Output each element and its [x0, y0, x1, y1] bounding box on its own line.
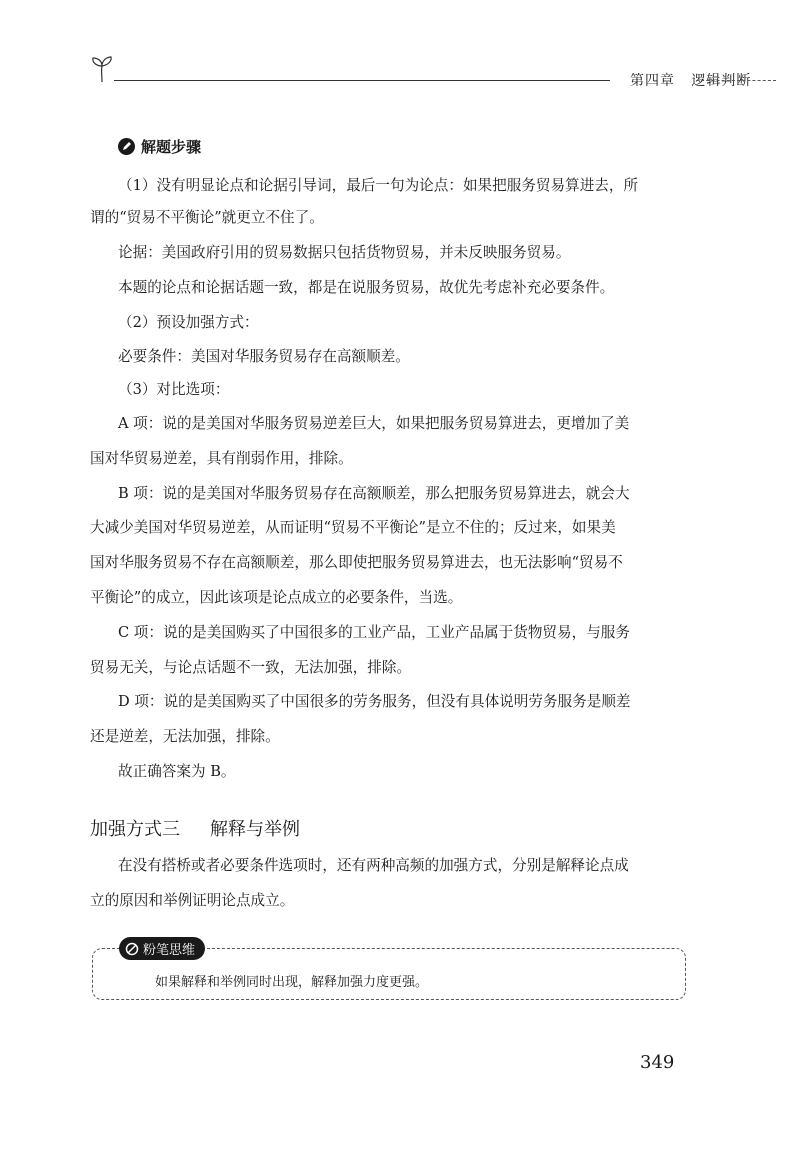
option-b-line: 大减少美国对华贸易逆差，从而证明“贸易不平衡论”是立不住的；反过来，如果美	[90, 519, 616, 536]
method-line: 立的原因和举例证明论点成立。	[90, 892, 295, 909]
option-a-line: A 项：说的是美国对华服务贸易逆差巨大，如果把服务贸易算进去，更增加了美	[118, 415, 630, 432]
method-title: 解释与举例	[210, 819, 300, 840]
option-c-line: 贸易无关，与论点话题不一致，无法加强，排除。	[90, 659, 412, 676]
header-rule	[114, 80, 610, 81]
body-line: 谓的“贸易不平衡论”就更立不住了。	[90, 209, 324, 226]
sprout-icon	[90, 54, 116, 84]
option-d-line: 还是逆差，无法加强，排除。	[90, 728, 280, 745]
option-b-line: 国对华服务贸易不存在高额顺差，那么即使把服务贸易算进去，也无法影响“贸易不	[90, 554, 623, 571]
option-b-line: 平衡论”的成立，因此该项是论点成立的必要条件，当选。	[90, 589, 463, 606]
method-heading	[90, 815, 300, 841]
section-heading-text: 解题步骤	[141, 138, 202, 156]
pen-icon	[118, 138, 135, 155]
tip-tag	[119, 937, 205, 960]
body-line: 本题的论点和论据话题一致，都是在说服务贸易，故优先考虑补充必要条件。	[118, 279, 615, 296]
body-line: 必要条件：美国对华服务贸易存在高额顺差。	[118, 348, 410, 365]
running-header	[90, 52, 752, 92]
body-line: （1）没有明显论点和论据引导词，最后一句为论点：如果把服务贸易算进去，所	[118, 177, 639, 194]
solution-steps-heading	[118, 136, 201, 157]
no-entry-icon	[125, 942, 139, 956]
chapter-number: 第四章	[630, 73, 675, 89]
option-d-line: D 项：说的是美国购买了中国很多的劳务服务，但没有具体说明劳务服务是顺差	[118, 693, 631, 710]
tip-tag-text: 粉笔思维	[143, 943, 196, 958]
option-b-line: B 项：说的是美国对华服务贸易存在高额顺差，那么把服务贸易算进去，就会大	[118, 485, 630, 502]
method-label: 加强方式三	[90, 819, 180, 840]
body-line: 论据：美国政府引用的贸易数据只包括货物贸易，并未反映服务贸易。	[118, 244, 571, 261]
body-line: （2）预设加强方式：	[118, 314, 259, 331]
answer-line: 故正确答案为 B。	[118, 763, 236, 780]
body-line: （3）对比选项：	[118, 381, 230, 398]
tip-text: 如果解释和举例同时出现，解释加强力度更强。	[155, 975, 429, 990]
header-rule-right	[696, 80, 776, 81]
option-a-line: 国对华贸易逆差，具有削弱作用，排除。	[90, 450, 353, 467]
option-c-line: C 项：说的是美国购买了中国很多的工业产品，工业产品属于货物贸易，与服务	[118, 624, 630, 641]
tip-box	[92, 943, 686, 1000]
method-line: 在没有搭桥或者必要条件选项时，还有两种高频的加强方式，分别是解释论点成	[118, 857, 629, 874]
chapter-name: 逻辑判断	[691, 73, 752, 89]
page-number: 349	[640, 1052, 675, 1073]
